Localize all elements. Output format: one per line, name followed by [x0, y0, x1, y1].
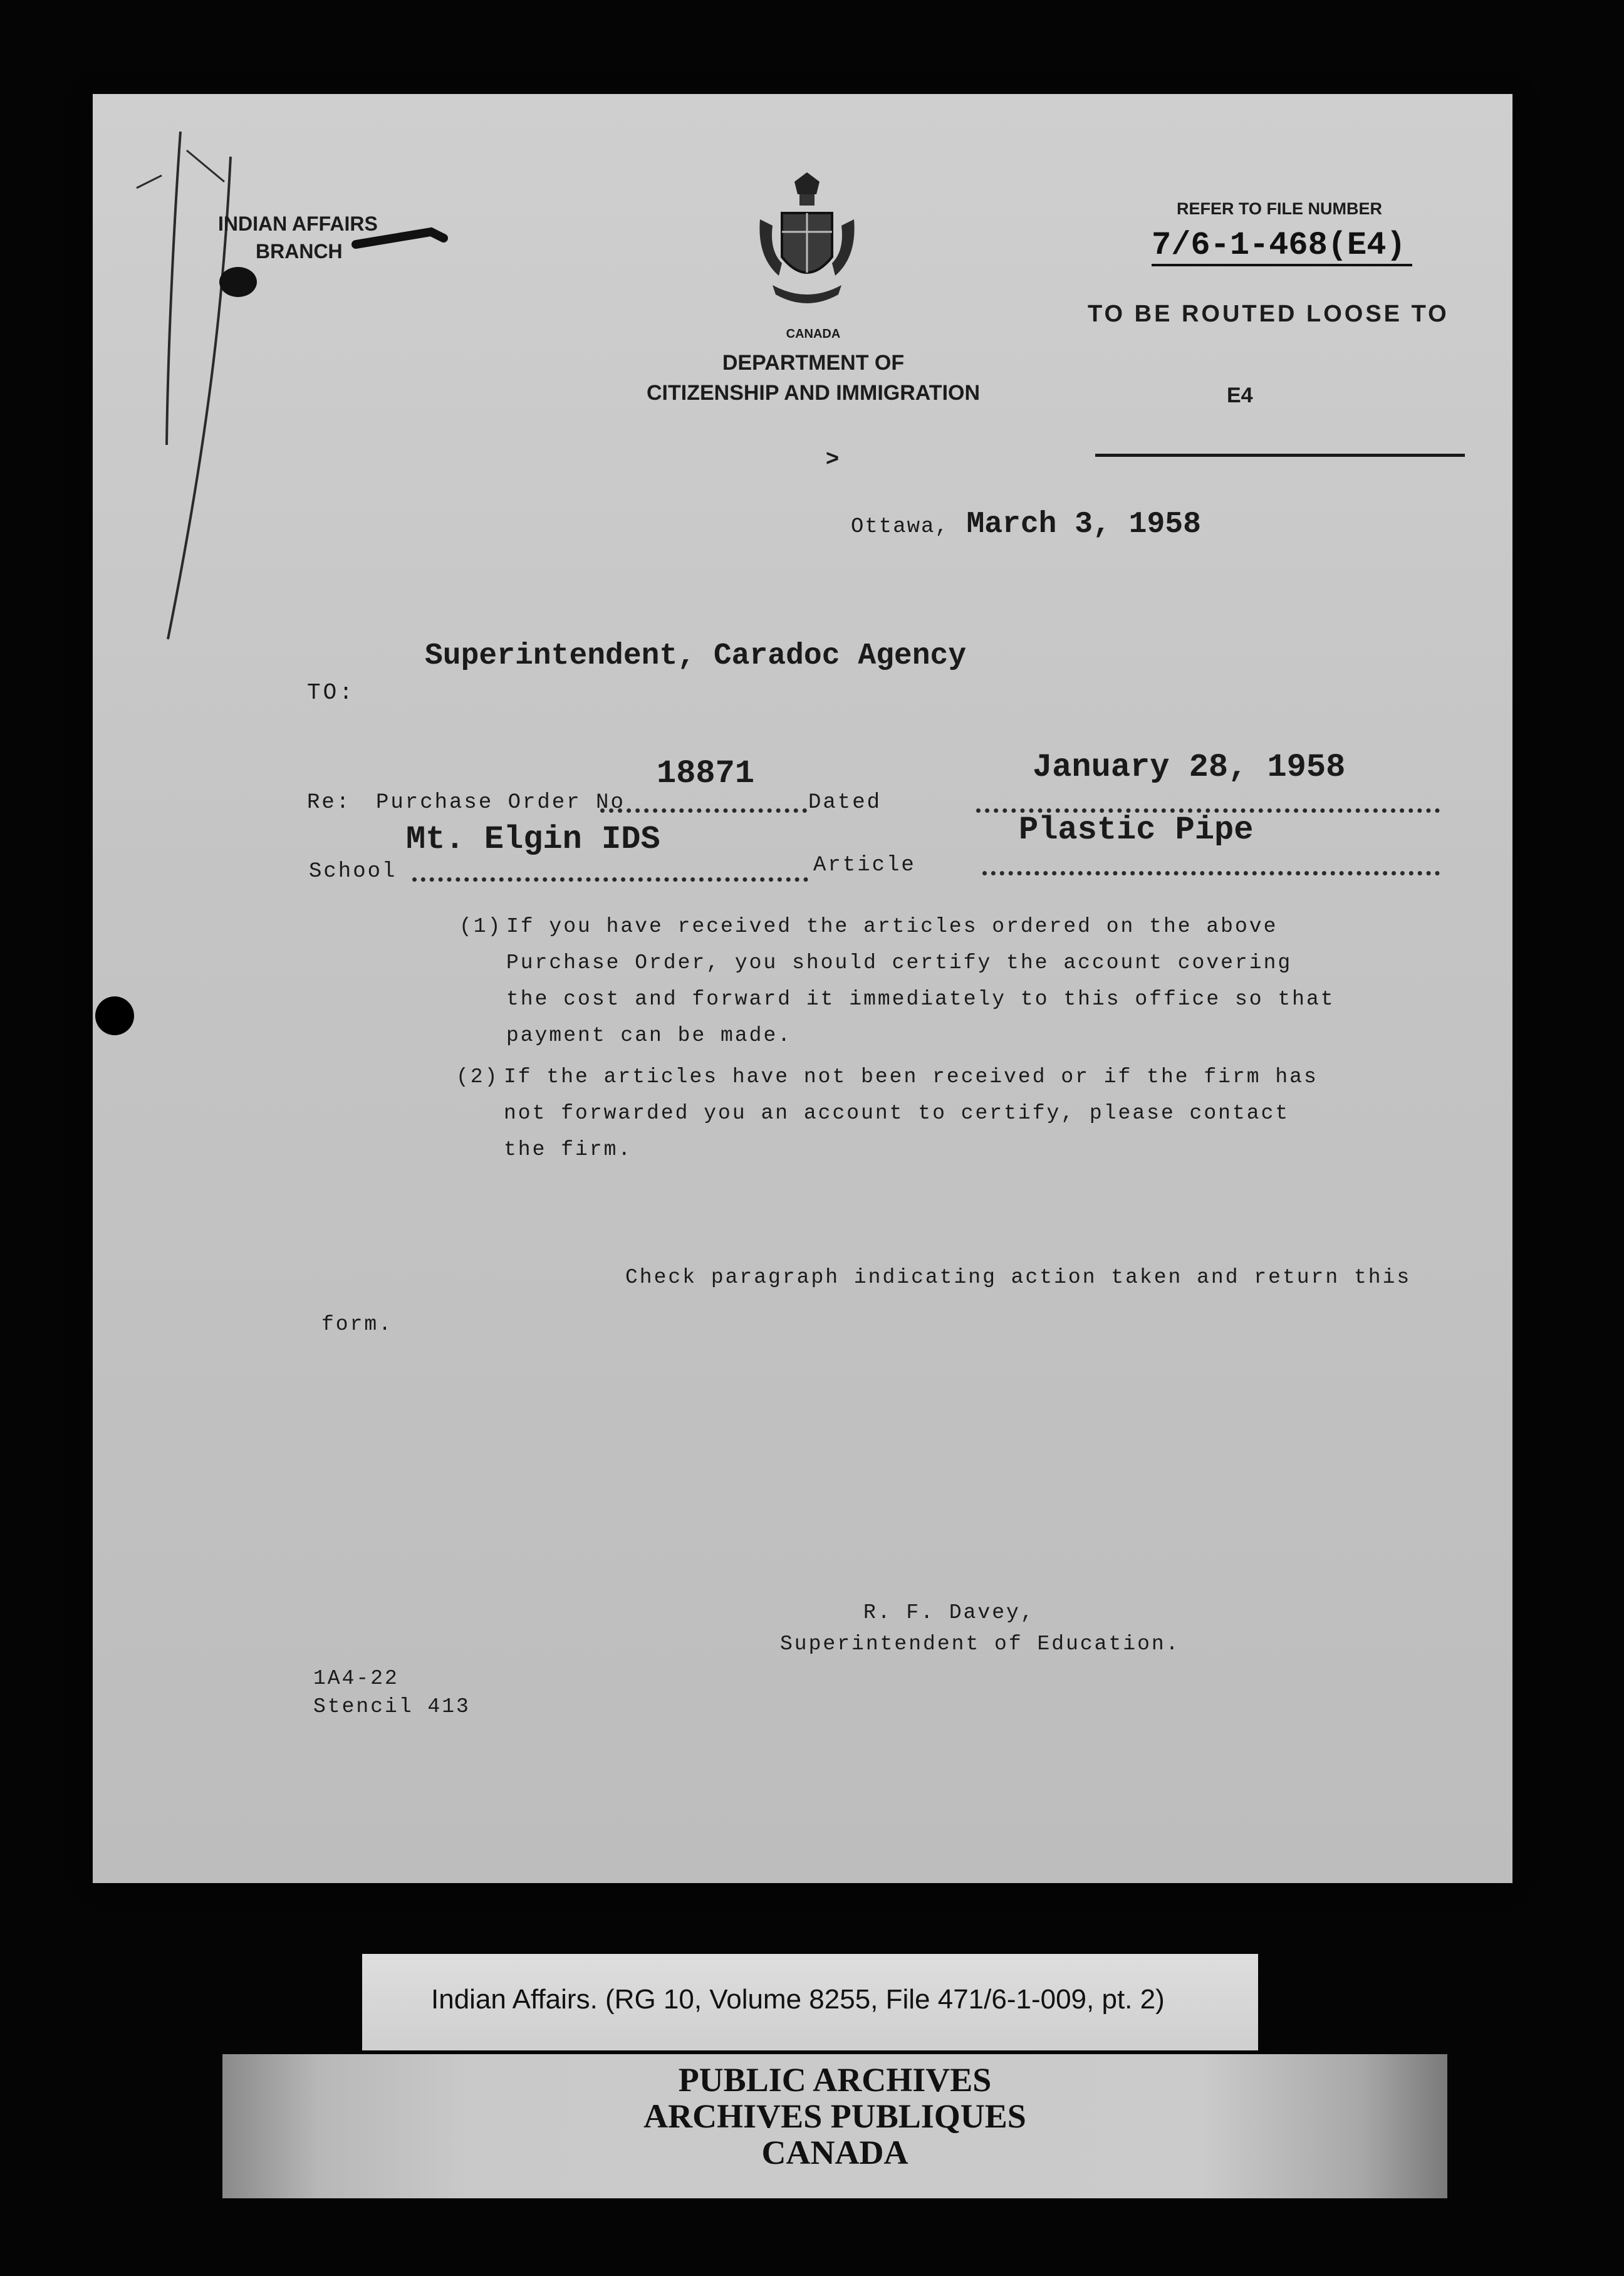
branch-stamp-line1: INDIAN AFFAIRS [218, 212, 378, 235]
article-dotted-line [982, 871, 1440, 875]
date-value: March 3, 1958 [966, 508, 1201, 541]
para1-line: If you have received the articles ordered on the above [506, 915, 1278, 938]
po-dotted-line [600, 808, 807, 813]
para1-line: Purchase Order, you should certify the account covering [506, 951, 1293, 974]
article-value: Plastic Pipe [1019, 812, 1254, 848]
routing-label: TO BE ROUTED LOOSE TO [1088, 301, 1449, 327]
school-dotted-line [412, 877, 808, 882]
coat-of-arms-icon [744, 169, 870, 326]
archive-line3: CANADA [761, 2134, 908, 2171]
po-number: 18871 [657, 755, 755, 792]
document-page [93, 94, 1512, 1883]
form-code: 1A4-22 [313, 1667, 399, 1690]
dated-value: January 28, 1958 [1033, 749, 1346, 786]
para2-line: not forwarded you an account to certify, please contact [504, 1102, 1290, 1125]
dated-label: Dated [808, 791, 882, 815]
routing-code: E4 [1227, 384, 1253, 407]
file-ref-label: REFER TO FILE NUMBER [1177, 199, 1383, 218]
file-ref-number: 7/6-1-468(E4) [1152, 227, 1412, 266]
branch-stamp-line2: BRANCH [256, 240, 343, 263]
archive-line1: PUBLIC ARCHIVES [678, 2061, 992, 2099]
archive-stamp [222, 2054, 1447, 2198]
para2-number: (2) [456, 1065, 499, 1088]
para1-line: the cost and forward it immediately to this office so that [506, 988, 1335, 1011]
archive-line2: ARCHIVES PUBLIQUES [643, 2097, 1026, 2135]
instruction-line2: form. [321, 1313, 393, 1336]
stencil-code: Stencil 413 [313, 1695, 471, 1718]
pointer-mark: > [826, 445, 840, 471]
po-label: Purchase Order No [376, 791, 625, 815]
pen-marks [93, 94, 531, 689]
para1-number: (1) [459, 915, 502, 938]
instruction-line1: Check paragraph indicating action taken and return this [625, 1266, 1412, 1289]
school-value: Mt. Elgin IDS [406, 821, 660, 858]
para2-line: the firm. [504, 1138, 633, 1161]
para2-body [504, 1059, 1318, 1168]
school-label: School [309, 860, 397, 884]
signatory-title: Superintendent of Education. [780, 1632, 1180, 1656]
archive-citation: Indian Affairs. (RG 10, Volume 8255, File 471/6-1-009, pt. 2) [431, 1984, 1165, 2015]
to-label: TO: [307, 680, 355, 706]
punch-hole [95, 996, 134, 1035]
department-line1: DEPARTMENT OF [722, 351, 905, 375]
country-label: CANADA [786, 327, 841, 341]
signatory-name: R. F. Davey, [863, 1601, 1035, 1624]
addressee: Superintendent, Caradoc Agency [425, 639, 967, 673]
branch-stamp [218, 210, 378, 265]
article-label: Article [813, 854, 916, 877]
letter-date [851, 508, 1201, 541]
para1-body [506, 909, 1335, 1054]
para2-line: If the articles have not been received or if the firm has [504, 1065, 1318, 1088]
department-line2: CITIZENSHIP AND IMMIGRATION [646, 381, 981, 405]
archive-citation-strip [362, 1954, 1258, 2050]
para1-line: payment can be made. [506, 1024, 793, 1047]
date-city: Ottawa, [851, 515, 949, 539]
routing-rule [1095, 454, 1465, 457]
re-label: Re: [307, 791, 351, 815]
